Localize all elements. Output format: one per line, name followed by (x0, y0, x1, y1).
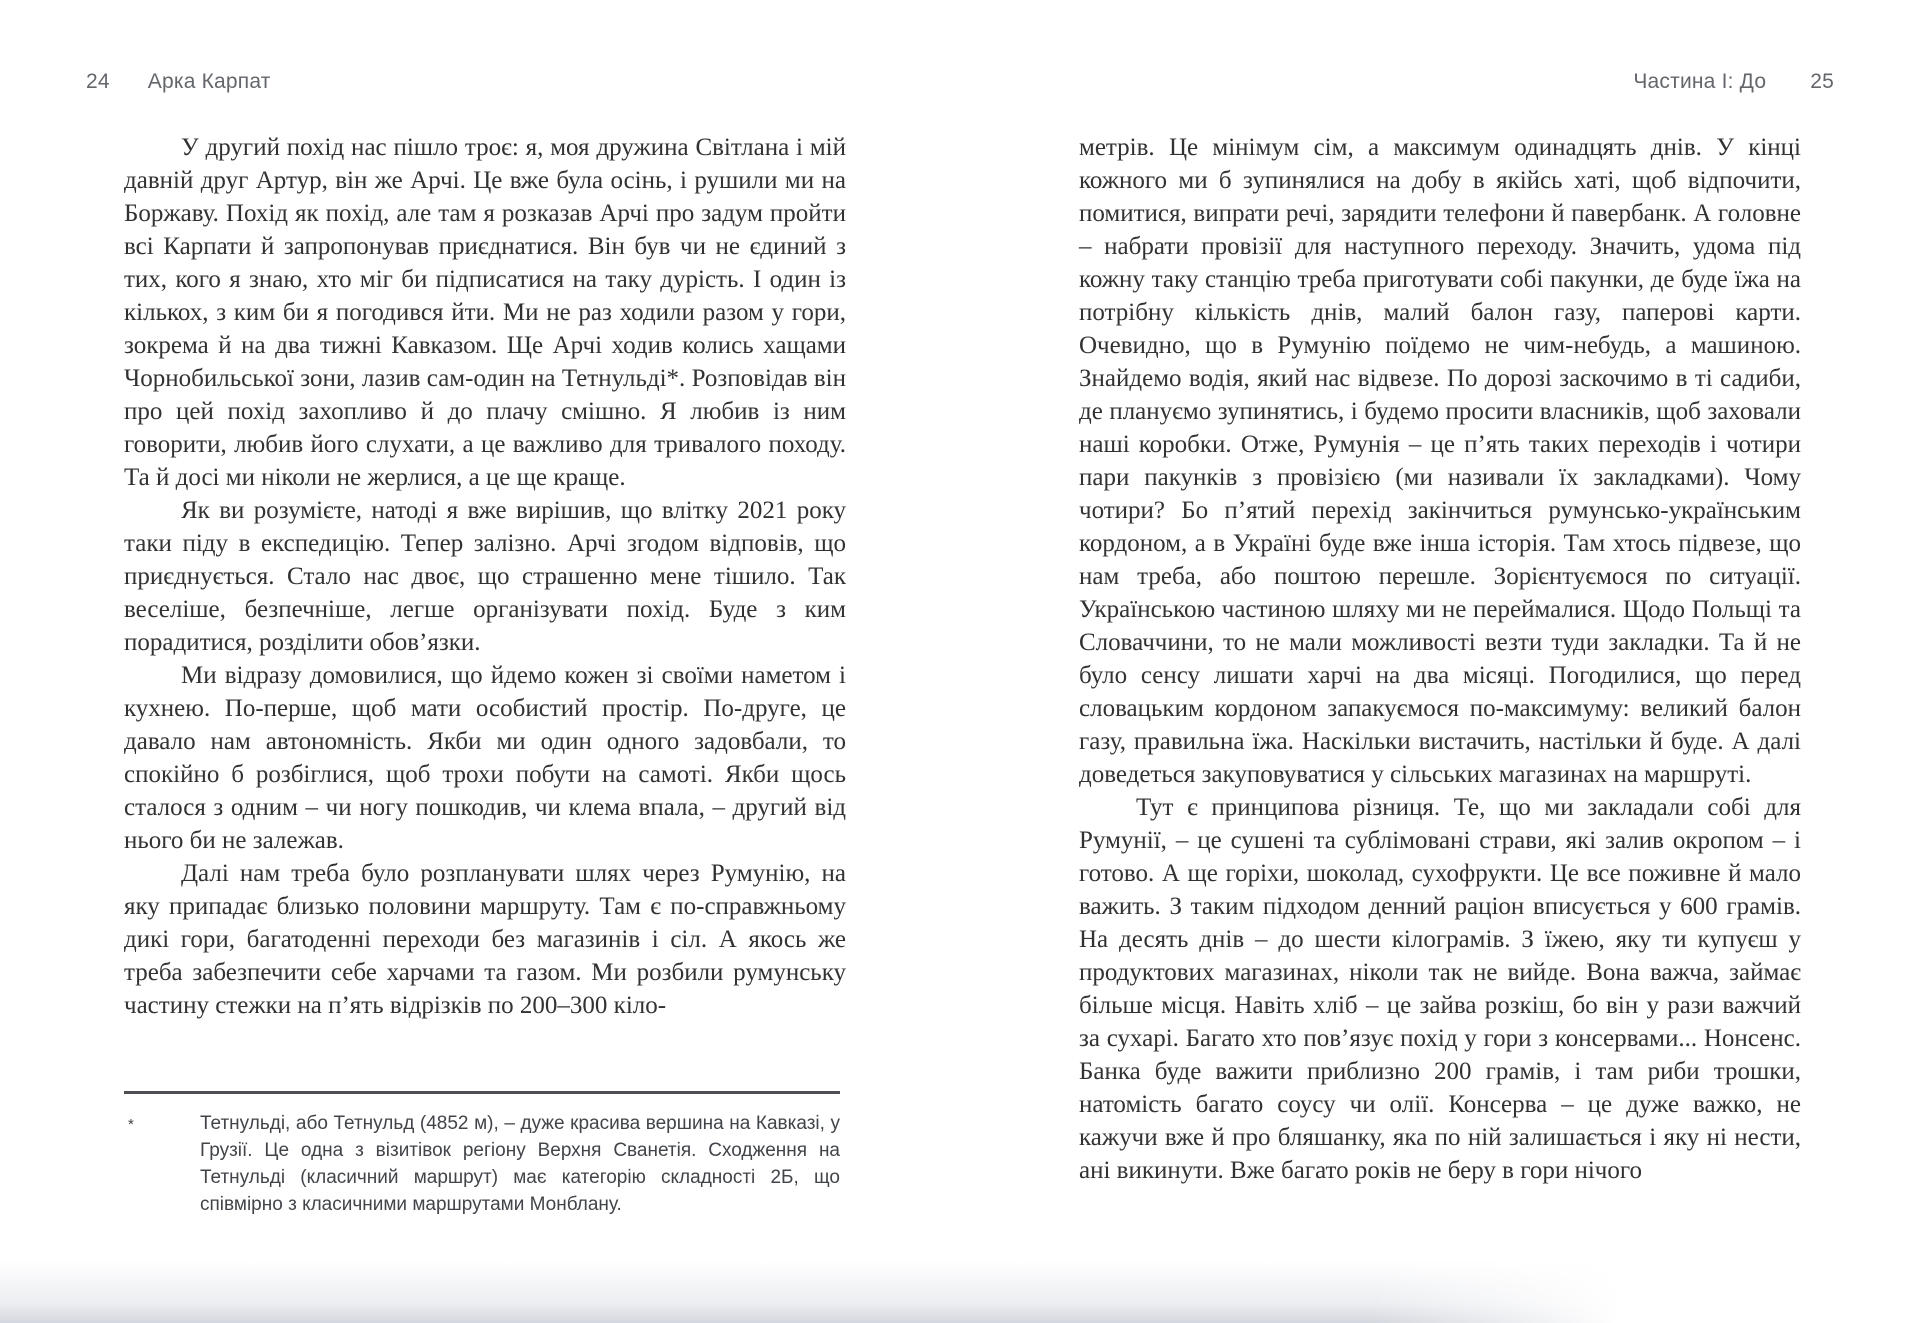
footnote (124, 1110, 840, 1218)
left-page-text-column (124, 131, 846, 1022)
paragraph: Тут є принципова різниця. Те, що ми закладали собі для Румунії, – це сушені та сублімовані страви, які залив окропом – і готово. А ще горіхи, шоколад, сухофрукти. Це все поживне й мало важить. З таким підходом денний раціон вписується у 600 грамів. На десять днів – до шести кілограмів. З їжею, яку ти купуєш у продуктових магазинах, ніколи так не вийде. Вона важча, займає більше місця. Навіть хліб – це зайва розкіш, бо він у рази важчий за сухарі. Багато хто пов’язує похід у гори з консервами... Нонсенс. Банка буде важити приблизно 200 грамів, і там риби трошки, натомість багато соусу чи олії. Консерва – це дуже важко, не кажучи вже й про бляшанку, яка по ній залишається і яку ні нести, ані викинути. Вже багато років не беру в гори нічого (1079, 794, 1801, 1184)
left-running-head (86, 70, 271, 94)
right-running-head-title: Частина І: До (1633, 70, 1767, 93)
left-running-head-title: Арка Карпат (147, 70, 271, 93)
right-running-head (1633, 70, 1834, 94)
footnote-text: Тетнульді, або Тетнульд (4852 м), – дуже красива вершина на Кавказі, у Грузії. Це одна з візитівок регіону Верхня Сванетія. Сходження на Тетнульді (класичний маршрут) має категорію складності 2Б, що співмірно з класичними маршрутами Монблану. (200, 1113, 840, 1215)
paragraph: Далі нам треба було розпланувати шлях через Румунію, на яку припадає близько половини маршруту. Там є по-справжньому дикі гори, багатоденні переходи без магазинів і сіл. А якось же треба забезпечити себе харчами та газом. Ми розбили румунську частину стежки на п’ять відрізків по 200–300 кіло- (124, 860, 846, 1019)
paragraph: Ми відразу домовилися, що йдемо кожен зі своїми наметом і кухнею. По-перше, щоб мати особистий простір. По-друге, це давало нам автономність. Якби ми один одного задовбали, то спокійно б розбіглися, щоб трохи побути на самоті. Якби щось сталося з одним – чи ногу пошкодив, чи клема впала, – другий від нього би не залежав. (124, 662, 846, 854)
footnote-marker: * (128, 1116, 134, 1133)
right-page-number: 25 (1810, 70, 1834, 93)
paragraph: метрів. Це мінімум сім, а максимум одинадцять днів. У кінці кожного ми б зупинялися на добу в якійсь хаті, щоб відпочити, помитися, випрати речі, зарядити телефони й павербанк. А головне – набрати провізії для наступного переходу. Значить, удома під кожну таку станцію треба приготувати собі пакунки, де буде їжа на потрібну кількість днів, малий балон газу, паперові карти. Очевидно, що в Румунію поїдемо не чим-небудь, а машиною. Знайдемо водія, який нас відвезе. По дорозі заскочимо в ті садиби, де плануємо зупинятись, і будемо просити власників, щоб заховали наші коробки. Отже, Румунія – це п’ять таких переходів і чотири пари пакунків з провізією (ми називали їх закладками). Чому чотири? Бо п’ятий перехід закінчиться румунсько-українським кордоном, а в Україні буде вже інша історія. Там хтось підвезе, що нам треба, або поштою перешле. Зорієнтуємося по ситуації. Українською частиною шляху ми не переймалися. Щодо Польщі та Словаччини, то не мали можливості везти туди закладки. Та й не було сенсу лишати харчі на два місяці. Погодилися, що перед словацьким кордоном запакуємося по-максимуму: великий балон газу, правильна їжа. Наскільки вистачить, настільки й буде. А далі доведеться закуповуватися у сільських магазинах на маршруті. (1079, 134, 1801, 788)
right-page-text-column (1079, 131, 1801, 1187)
paragraph: У другий похід нас пішло троє: я, моя дружина Світлана і мій давній друг Артур, він же Арчі. Це вже була осінь, і рушили ми на Боржаву. Похід як похід, але там я розказав Арчі про задум пройти всі Карпати й запропонував приєднатися. Він був чи не єдиний з тих, кого я знаю, хто міг би підписатися на таку дурість. І один із кількох, з ким би я погодився йти. Ми не раз ходили разом у гори, зокрема й на два тижні Кавказом. Ще Арчі ходив колись хащами Чорнобильської зони, лазив сам-один на Тетнульді*. Розповідав він про цей похід захопливо й до плачу смішно. Я любив із ним говорити, любив його слухати, а це важливо для тривалого походу. Та й досі ми ніколи не жерлися, а це ще краще. (124, 134, 846, 491)
page-bottom-shadow-fade (1372, 1261, 1664, 1323)
footnote-divider (124, 1091, 840, 1094)
paragraph: Як ви розумієте, натоді я вже вирішив, що влітку 2021 року таки піду в експедицію. Тепер залізно. Арчі згодом відповів, що приєднується. Стало нас двоє, що страшенно мене тішило. Так веселіше, безпечніше, легше організувати похід. Буде з ким порадитися, розділити обов’язки. (124, 497, 846, 656)
left-page-number: 24 (86, 70, 110, 93)
